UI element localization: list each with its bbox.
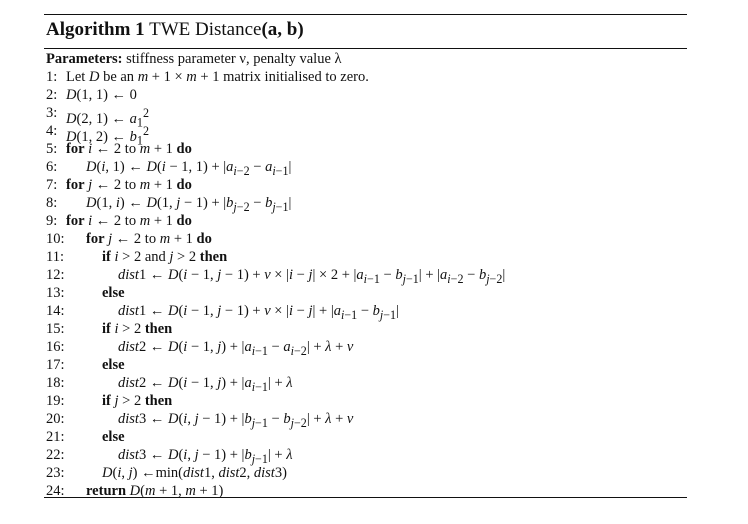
line-number: 9: [46, 213, 58, 229]
line-code: for i ← 2 to m + 1 do [66, 141, 192, 157]
caption-rule [44, 48, 687, 49]
line-number: 15: [46, 321, 65, 337]
line-number: 8: [46, 195, 58, 211]
line-number: 16: [46, 339, 65, 355]
line-code: else [102, 357, 125, 373]
line-number: 11: [46, 249, 64, 265]
line-number: 14: [46, 303, 65, 319]
line-number: 18: [46, 375, 65, 391]
algorithm-label: Algorithm 1 [46, 19, 145, 40]
line-code: D(2, 1) ← $a_1^2$ [66, 106, 149, 130]
parameters-text: stiffness parameter ν, penalty value λ [126, 51, 342, 67]
line-number: 4: [46, 123, 58, 139]
top-rule [44, 14, 687, 15]
line-code: if j > 2 then [102, 393, 173, 409]
line-code: for j ← 2 to m + 1 do [86, 231, 212, 247]
line-number: 24: [46, 483, 65, 499]
line-number: 3: [46, 105, 58, 121]
line-code: dist3 ← D(i, $j - 1) + |b_{j-1} - b_{j-2}| + \lambda + \nu$ [118, 411, 354, 430]
algorithm-title: TWE Distance [149, 19, 262, 40]
parameters-line [46, 50, 342, 68]
line-code: dist2 ← D(i − 1, $j) + |a_{i-1}| + \lambda$ [118, 375, 293, 394]
line-code: dist2 ← D(i − 1, $j) + |a_{i-1} - a_{i-2}| + \lambda + \nu$ [118, 339, 354, 358]
line-code: Let D be an m + 1 × m + 1 matrix initialised to zero. [66, 69, 369, 85]
line-code: D(i, 1) ← D(i − 1, $1) + |a_{i-2} - a_{i-1}|$ [86, 159, 292, 178]
line-code: else [102, 429, 125, 445]
line-code: if i > 2 and j > 2 then [102, 249, 228, 265]
bottom-rule [44, 497, 687, 498]
line-number: 1: [46, 69, 58, 85]
line-number: 13: [46, 285, 65, 301]
algorithm-caption [46, 19, 304, 41]
line-number: 22: [46, 447, 65, 463]
algorithm-args: (a, b) [261, 19, 304, 40]
line-code: return D(m + 1, m + 1) [86, 483, 224, 499]
line-code: D(1, 2) ← $b_1^2$ [66, 124, 149, 148]
line-number: 12: [46, 267, 65, 283]
line-code: else [102, 285, 125, 301]
line-number: 20: [46, 411, 65, 427]
line-code: for j ← 2 to m + 1 do [66, 177, 192, 193]
line-code: D(1, 1) ← 0 [66, 87, 137, 103]
line-number: 5: [46, 141, 58, 157]
line-code: dist3 ← D(i, $j - 1) + |b_{j-1}| + \lambda$ [118, 447, 293, 466]
line-number: 23: [46, 465, 65, 481]
line-code: D(i, j) ←min(dist1, dist2, dist3) [102, 465, 287, 481]
line-number: 2: [46, 87, 58, 103]
line-code: dist1 ← D(i − 1, $j - 1) + \nu \times |i - j| + |a_{i-1} - b_{j-1}|$ [118, 303, 400, 322]
parameters-label: Parameters: [46, 51, 123, 67]
line-code: if i > 2 then [102, 321, 173, 337]
line-number: 17: [46, 357, 65, 373]
line-code: for i ← 2 to m + 1 do [66, 213, 192, 229]
line-number: 7: [46, 177, 58, 193]
line-number: 19: [46, 393, 65, 409]
line-number: 10: [46, 231, 65, 247]
line-code: dist1 ← D(i − 1, $j - 1) + \nu \times |i - j| \times 2 + |a_{i-1} - b_{j-1}| + |a_{i-2} - b_{j-2}|$ [118, 267, 506, 286]
line-code: D(1, i) ← D(1, $j - 1) + |b_{j-2} - b_{j-1}|$ [86, 195, 292, 214]
line-number: 6: [46, 159, 58, 175]
line-number: 21: [46, 429, 65, 445]
